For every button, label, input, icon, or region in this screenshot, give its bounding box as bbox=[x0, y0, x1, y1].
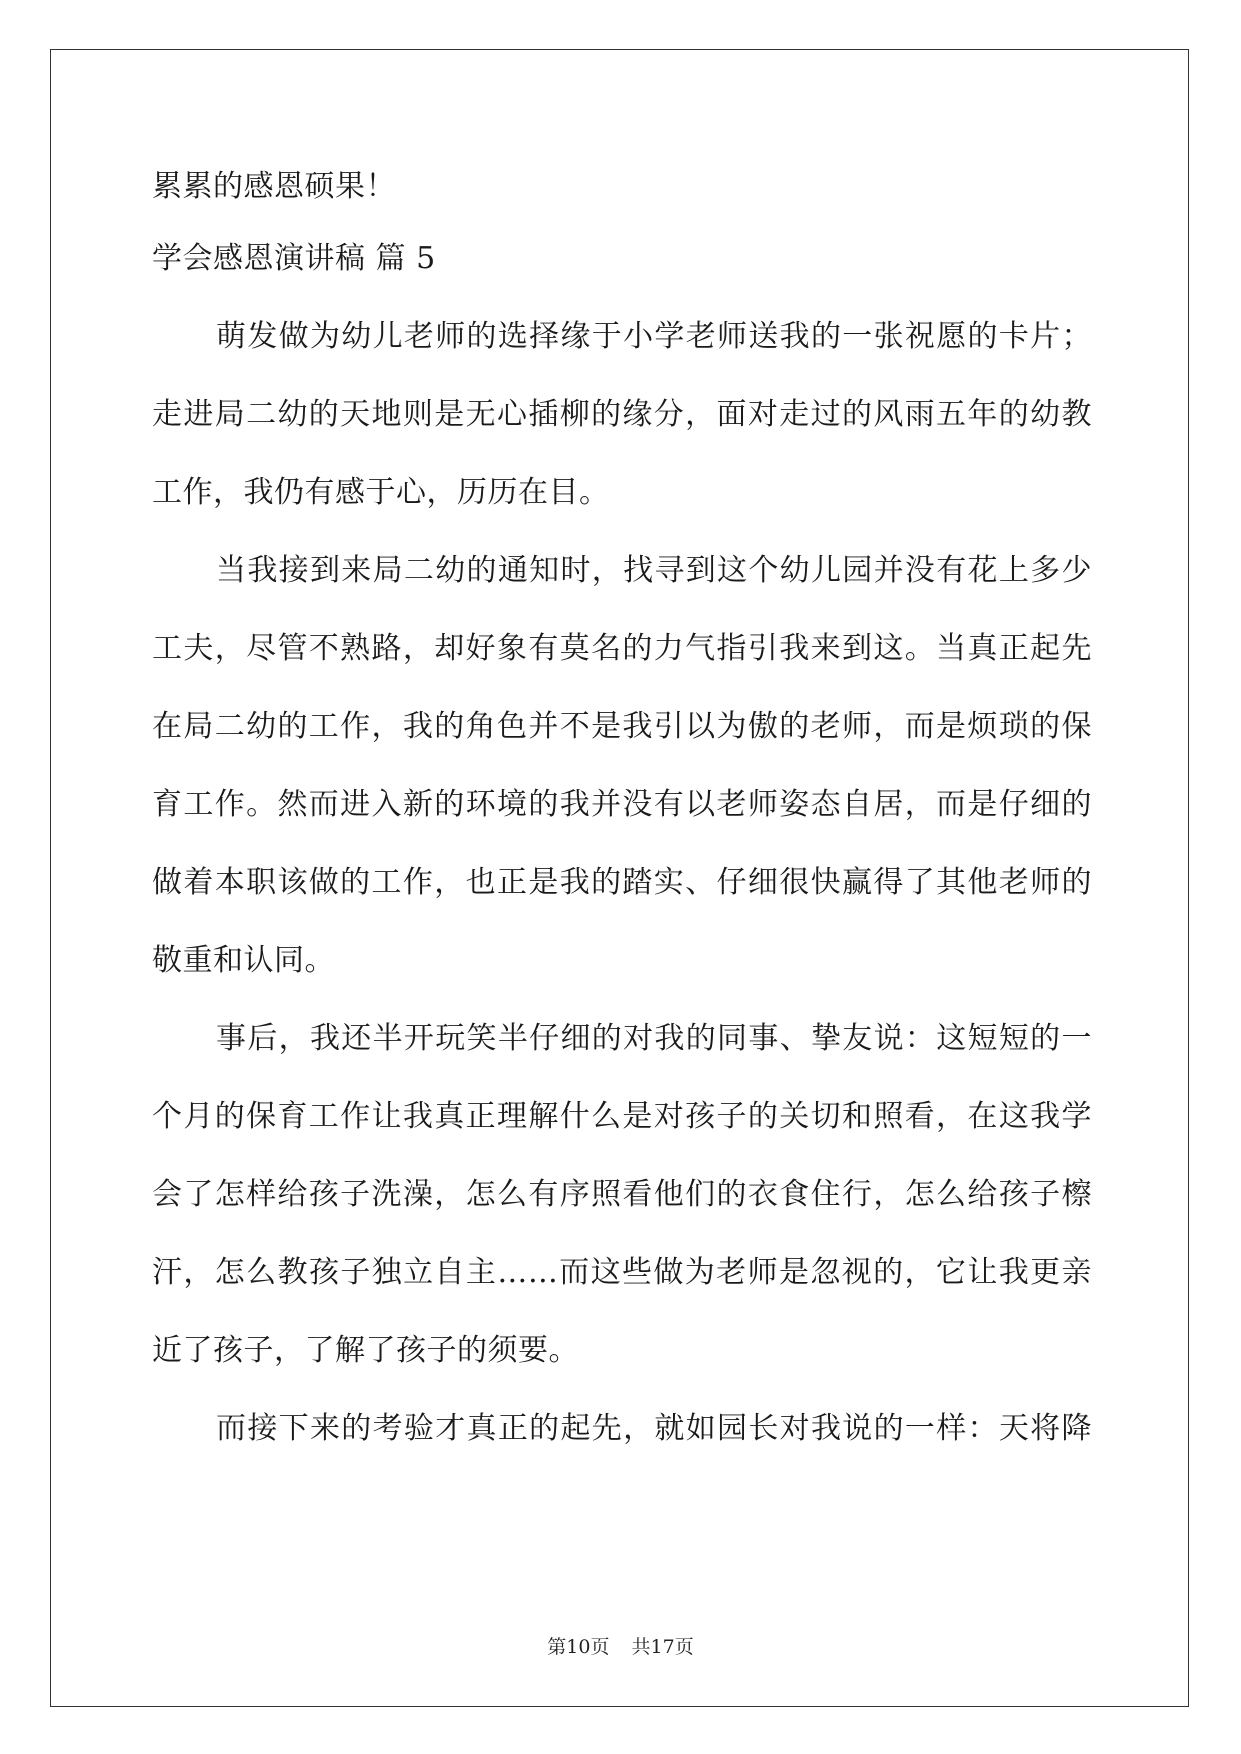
paragraph-line: 个月的保育工作让我真正理解什么是对孩子的关切和照看，在这我学 bbox=[152, 1099, 1092, 1134]
page-total: 共17页 bbox=[631, 1636, 694, 1658]
paragraph-line: 做着本职该做的工作，也正是我的踏实、仔细很快赢得了其他老师的 bbox=[152, 865, 1092, 900]
paragraph-line: 而接下来的考验才真正的起先，就如园长对我说的一样：天将降 bbox=[216, 1411, 1092, 1446]
page-footer bbox=[0, 1632, 1241, 1659]
paragraph-line: 萌发做为幼儿老师的选择缘于小学老师送我的一张祝愿的卡片； bbox=[216, 319, 1092, 354]
text-line: 累累的感恩硕果！ bbox=[152, 169, 396, 204]
paragraph-line: 事后，我还半开玩笑半仔细的对我的同事、挚友说：这短短的一 bbox=[216, 1021, 1092, 1056]
section-heading: 学会感恩演讲稿 篇 5 bbox=[152, 241, 436, 276]
paragraph-line: 工作，我仍有感于心，历历在目。 bbox=[152, 475, 610, 510]
paragraph-line: 汗，怎么教孩子独立自主……而这些做为老师是忽视的，它让我更亲 bbox=[152, 1255, 1092, 1290]
paragraph-line: 会了怎样给孩子洗澡，怎么有序照看他们的衣食住行，怎么给孩子檫 bbox=[152, 1177, 1092, 1212]
page-number: 第10页 bbox=[547, 1636, 610, 1658]
paragraph-line: 在局二幼的工作，我的角色并不是我引以为傲的老师，而是烦琐的保 bbox=[152, 709, 1092, 744]
paragraph-line: 工夫，尽管不熟路，却好象有莫名的力气指引我来到这。当真正起先 bbox=[152, 631, 1092, 666]
paragraph-line: 近了孩子，了解了孩子的须要。 bbox=[152, 1333, 579, 1368]
paragraph-line: 育工作。然而进入新的环境的我并没有以老师姿态自居，而是仔细的 bbox=[152, 787, 1092, 822]
paragraph-line: 当我接到来局二幼的通知时，找寻到这个幼儿园并没有花上多少 bbox=[216, 553, 1092, 588]
paragraph-line: 敬重和认同。 bbox=[152, 943, 335, 978]
document-body bbox=[152, 164, 1092, 1451]
paragraph-line: 走进局二幼的天地则是无心插柳的缘分，面对走过的风雨五年的幼教 bbox=[152, 397, 1092, 432]
